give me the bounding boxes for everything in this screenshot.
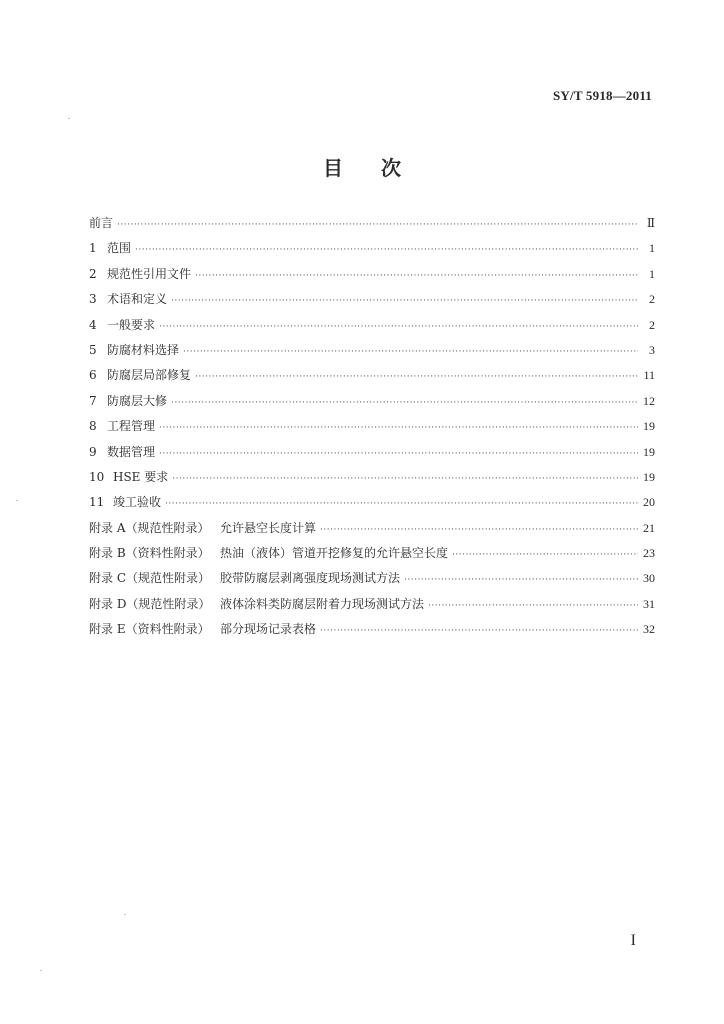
toc-annex-d[interactable] [89, 595, 655, 620]
toc-entry-label: 范围 [107, 241, 132, 256]
dot-leader [320, 525, 638, 535]
toc-entry-foreword[interactable] [89, 214, 655, 239]
toc-entry-number: 8 [89, 419, 97, 434]
annex-label: 液体涂料类防腐层附着力现场测试方法 [220, 596, 425, 611]
toc-entry-label: 防腐材料选择 [107, 342, 180, 357]
annex-label: 胶带防腐层剥离强度现场测试方法 [220, 571, 401, 586]
toc-entry-1[interactable] [89, 239, 655, 264]
dot-leader [171, 296, 638, 306]
dot-leader [172, 474, 638, 484]
toc-entry-page: 19 [643, 469, 655, 484]
toc-entry-number: 6 [89, 368, 97, 383]
toc-entry-4[interactable] [89, 316, 655, 341]
annex-label: 热油（液体）管道开挖修复的允许悬空长度 [220, 546, 449, 561]
annex-page: 31 [643, 596, 655, 611]
toc-title [0, 152, 724, 181]
toc-entry-11[interactable] [89, 493, 655, 518]
toc-entry-page: 19 [643, 444, 655, 459]
annex-tag: 附录 D（规范性附录） [89, 596, 211, 611]
toc-entry-2[interactable] [89, 265, 655, 290]
dot-leader [195, 271, 638, 281]
toc-entry-page: 1 [649, 266, 655, 281]
dot-leader [404, 575, 638, 585]
annex-page: 32 [643, 622, 655, 637]
dot-leader [159, 423, 638, 433]
toc-entry-number: 10 [89, 469, 105, 484]
dot-leader [428, 601, 638, 611]
annex-tag: 附录 B（资料性附录） [89, 546, 210, 561]
scan-speck [68, 118, 70, 119]
toc-entry-label: 数据管理 [107, 444, 156, 459]
dot-leader [171, 398, 638, 408]
toc-entry-10[interactable] [89, 468, 655, 493]
toc-annex-b[interactable] [89, 544, 655, 569]
toc-entry-label: 竣工验收 [113, 495, 162, 510]
annex-tag: 附录 A（规范性附录） [89, 520, 210, 535]
toc-annex-c[interactable] [89, 569, 655, 594]
toc-entry-7[interactable] [89, 392, 655, 417]
toc-entry-page: 2 [649, 292, 655, 307]
dot-leader [159, 322, 638, 332]
toc-entry-label: 一般要求 [107, 317, 156, 332]
toc-entry-label: HSE 要求 [113, 469, 169, 484]
toc-entry-label: 防腐层大修 [107, 393, 168, 408]
annex-tag: 附录 C（规范性附录） [89, 571, 210, 586]
dot-leader [159, 449, 638, 459]
annex-page: 30 [643, 571, 655, 586]
dot-leader [135, 245, 638, 255]
dot-leader [165, 499, 638, 509]
annex-page: 21 [643, 520, 655, 535]
scan-speck [124, 914, 126, 915]
toc-annex-a[interactable] [89, 519, 655, 544]
dot-leader [195, 372, 638, 382]
annex-label: 部分现场记录表格 [220, 622, 317, 637]
toc-entry-number: 3 [89, 292, 97, 307]
toc-entry-page: 2 [649, 317, 655, 332]
toc-entry-8[interactable] [89, 417, 655, 442]
toc-entry-5[interactable] [89, 341, 655, 366]
toc-entry-page: Ⅱ [646, 216, 655, 230]
toc-entry-label: 前言 [89, 216, 114, 230]
toc-entry-number: 4 [89, 317, 97, 332]
toc-title-part2: 次 [381, 156, 401, 180]
dot-leader [183, 347, 638, 357]
annex-page: 23 [643, 546, 655, 561]
standard-code: SY/T 5918—2011 [553, 88, 652, 103]
dot-leader [320, 626, 638, 636]
dot-leader [452, 550, 638, 560]
toc-entry-number: 9 [89, 444, 97, 459]
table-of-contents [89, 214, 655, 646]
page-folio: I [630, 932, 636, 949]
toc-entry-page: 12 [643, 393, 655, 408]
toc-entry-page: 1 [649, 241, 655, 256]
scan-speck [16, 500, 18, 501]
toc-entry-number: 7 [89, 393, 97, 408]
toc-entry-label: 规范性引用文件 [107, 266, 192, 281]
toc-entry-3[interactable] [89, 290, 655, 315]
toc-entry-number: 2 [89, 266, 97, 281]
annex-tag: 附录 E（资料性附录） [89, 622, 210, 637]
toc-entry-label: 防腐层局部修复 [107, 368, 192, 383]
toc-title-part1: 目 [323, 156, 343, 180]
annex-label: 允许悬空长度计算 [220, 520, 317, 535]
toc-entry-page: 20 [643, 495, 655, 510]
toc-entry-number: 11 [89, 495, 105, 510]
toc-entry-label: 术语和定义 [107, 292, 168, 307]
scan-speck [40, 970, 42, 971]
toc-entry-9[interactable] [89, 443, 655, 468]
dot-leader [117, 220, 638, 230]
toc-entry-number: 5 [89, 342, 97, 357]
toc-annex-e[interactable] [89, 620, 655, 645]
toc-entry-page: 3 [649, 342, 655, 357]
toc-entry-6[interactable] [89, 366, 655, 391]
toc-entry-page: 19 [643, 419, 655, 434]
toc-entry-number: 1 [89, 241, 97, 256]
toc-entry-label: 工程管理 [107, 419, 156, 434]
toc-entry-page: 11 [643, 368, 655, 383]
